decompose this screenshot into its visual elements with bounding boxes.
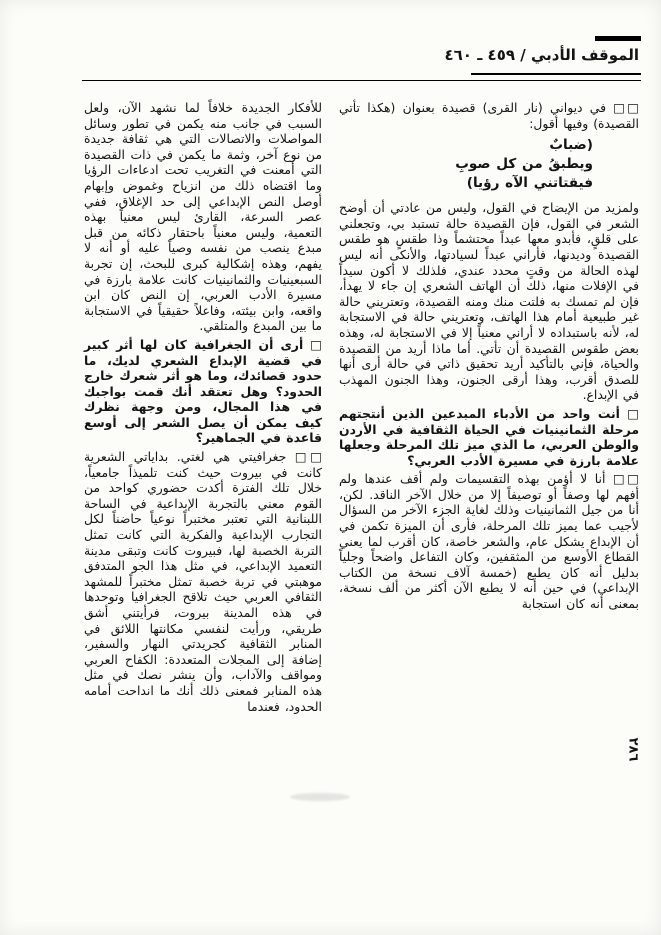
page-number: ٢٨٦ — [625, 737, 641, 762]
article-body — [82, 100, 639, 717]
poem-line: ويطبقُ من كل صوبِ — [455, 156, 593, 173]
paragraph-answer: □□ جغرافيتي هي لغتي. بداياتي الشعرية كانت في بيروت حيث كنت تلميذاً جامعياً، خلال تلك الفترة أكدت حضوري كواحد من القوم معني بالتجربة الإبداعية في الساحة اللبنانية التي تعتبر مختبراً نوعياً حاضناً لكل التجارب الإبداعية والفكرية التي كانت تمثل التربة الخصبة لها، فبيروت كانت وتبقى مدينة التعميد الإبداعي، في مثل هذا الجو المتدفق موهبتي في تربة خصبة تمثل مختبراً للمشهد الثقافي العربي حيث تلاقح الجغرافيا وتوحدها في هذه المدينة بيروت، فرأيتني أشق طريقي، ورأيت لنفسي مكانتها اللائق في المنابر الثقافية كجريدتي النهار والسفير، إضافة إلى المجلات المتعددة: الكفاح العربي ومواقف والآداب، وأن ينشر نصك في مثل هذه المنابر فمعنى ذلك أنك ما انداحت أمامه الحدود، فعندما — [84, 449, 322, 714]
paragraph-question: □ أنت واحد من الأدباء المبدعين الذين أنتجتهم مرحلة الثمانينيات في الحياة الثقافية في الأردن والوطن العربي، ما الذي ميز تلك المرحلة وجعلها علامة بارزة في مسيرة الأدب العربي؟ — [339, 405, 639, 468]
journal-title: الموقف الأدبي / ٤٥٩ ـ ٤٦٠ — [444, 46, 639, 64]
paragraph-answer-continued: للأفكار الجديدة خلافاً لما نشهد الآن، ولعل السبب في جانب منه يكمن في تطور وسائل المواصلات والاتصالات التي هي ثقافة جديدة من نوع آخر، وثمة ما يكمن في ذات القصيدة التي أمعنت في التغريب تحت ادعاءات الرؤيا وما اقتضاه ذلك من انزياح وغموض وإبهام أوصل النص الإبداعي إلى حد الإغلاق، ففي عصر السرعة، القارئ ليس معنياً بهذه التعمية، وليس معنياً باحتقار ذكائه من قبل مبدع ينصب من نفسه وصياً عليه أو أنه لا يفهم، وهذه إشكالية كبرى للبحث، إن تجربة السبعينيات والثمانينيات كانت علامة بارزة في مسيرة الأدب العربي، إن النص كان ابن واقعه، وابن بيئته، وفاعلاً حقيقياً في الاستجابة ما بين المبدع والمتلقي. — [84, 100, 322, 334]
header-rule-short — [471, 73, 641, 75]
header-corner-mark — [595, 36, 641, 41]
column-left — [84, 100, 322, 717]
paragraph-answer: ولمزيد من الإيضاح في القول، وليس من عادتي أن أوضح الشعر في القول، فإن القصيدة حالة تستبد بي، وتجعلني على قلقٍ، فأبدو معها عبداً محتشماً وذا طقسٍ هو طقس القصيدة وديدنها، فأراني عبداً لسيادتها، والأنكى أنه ليس لهذه الحالة من وقتٍ محدد عندي، فلذلك لا أكون سيداً في الإفلات منها، ذلك أن الهاتف الشعري إن جاء لا يهدأ، فإن لم تمسك به فلتت منك ومنه القصيدة، وتعتريني حالة غير طبيعية أمام هذا الهاتف، وتعتريني حالة في الاستجابة له، لأنه باستبداده لا أراني معنياً إلا في الاستجابة له، وهذه بعض طقوس القصيدة أن تأتي. أما ماذا أريد من القصيدة والحياة، فإني بالتأكيد أريد تحقيق ذاتي في حالة أرى أنها للصدق أقرب، وهذا أرقى الجنون، وهذا الجنون المهذب في الإبداع. — [339, 200, 639, 403]
poem-block — [339, 136, 639, 193]
paragraph-answer-intro: □□ في ديواني (نار القرى) قصيدة بعنوان (هكذا تأتي القصيدة) وفيها أقول: — [339, 100, 639, 131]
paragraph-question: □ أرى أن الجغرافية كان لها أثر كبير في قضية الإبداع الشعري لديك، ما حدود قصائدك، وما هو أثر شعرك خارج الحدود؟ وهل تعتقد أنك قمت بواجبك في هذا المجال، ومن وجهة نظرك كيف يمكن أن يصل الشعر إلى أوسع قاعدة في الجماهير؟ — [84, 336, 322, 446]
poem-line: فيقتاتني الآه رؤيا) — [466, 175, 593, 192]
column-right — [339, 100, 639, 615]
scan-smudge — [290, 793, 350, 801]
poem-line: (ضبابٌ — [549, 137, 593, 154]
paragraph-answer: □□ أنا لا أؤمن بهذه التقسيمات ولم أقف عندها ولم أفهم لها وصفاً أو توصيفاً إلا من خلال الآخر الناقد. لكن، أنا من جيل الثمانينيات وذلك لغاية الجزء الآخر من السؤال لأجيب عما يميز تلك المرحلة، فأرى أن الميزة تكمن في أن الإبداع يشكل عام، والشعر خاصة، كان أقرب لما يعني القطاع الأوسع من المثقفين، وكان التفاعل واضحاً وجلياً بدليل أنه كان يطبع (خمسة آلاف نسخة من الكتاب الإبداعي) في حين أنه لا يطبع الآن أكثر من ألف نسخة، بمعنى أنه كان استجابة — [339, 471, 639, 612]
header-rule-long — [82, 80, 641, 81]
